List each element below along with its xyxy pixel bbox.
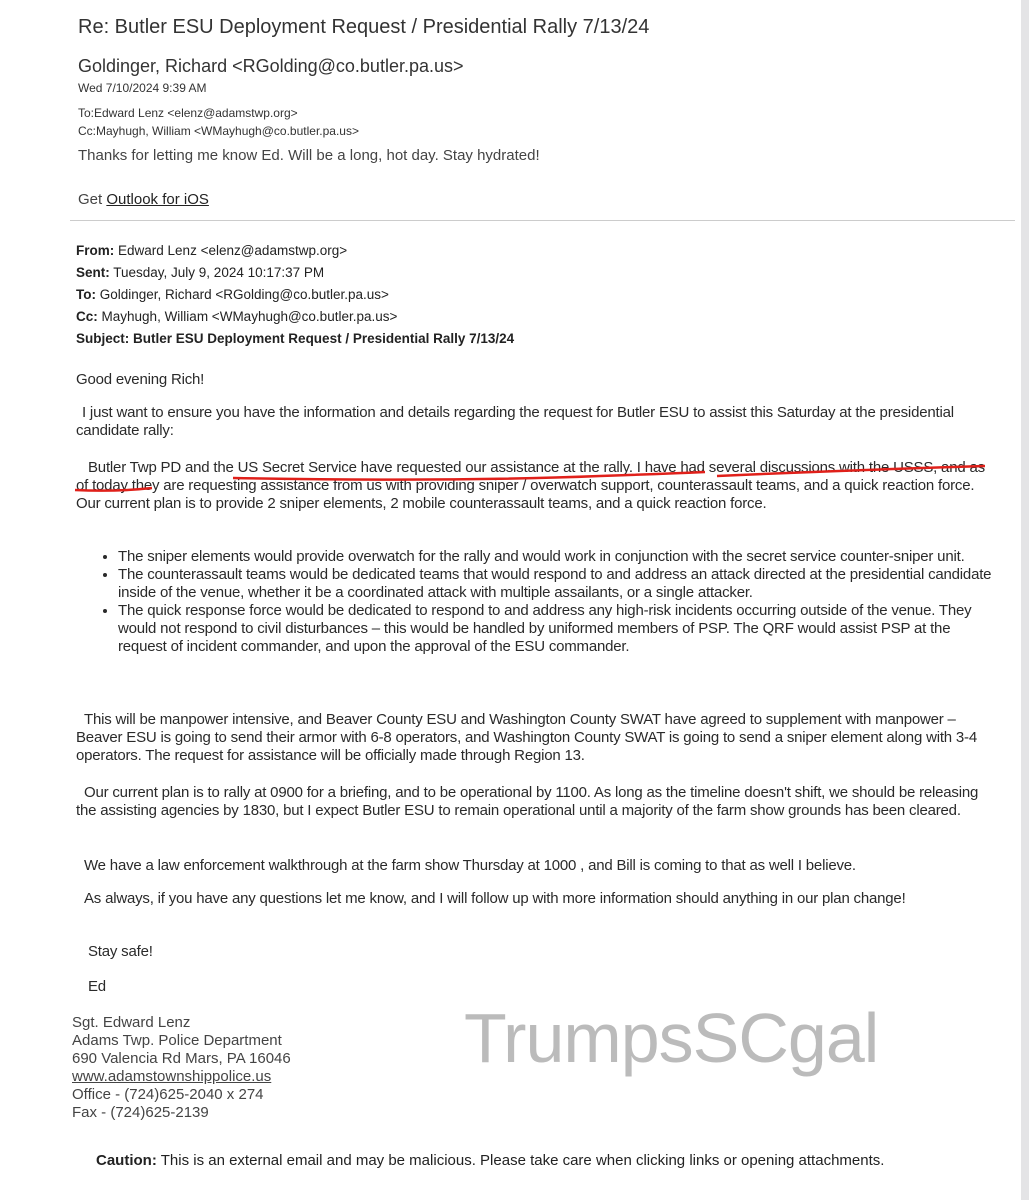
paragraph-1: I just want to ensure you have the information and details regarding the request for Butler ESU to assist this Saturday at the presidential candidate rally: <box>76 404 954 439</box>
sig-fax: Fax - (724)625-2139 <box>72 1104 209 1121</box>
sig-name: Sgt. Edward Lenz <box>72 1014 191 1031</box>
sig-office: Office - (724)625-2040 x 274 <box>72 1086 264 1103</box>
to-value: Goldinger, Richard <RGolding@co.butler.pa.us> <box>99 287 389 302</box>
from-label: From: <box>76 243 115 258</box>
greeting: Good evening Rich! <box>76 371 205 388</box>
get-prefix: Get <box>78 191 103 208</box>
caution-label: Caution: <box>96 1152 157 1169</box>
sig-address: 690 Valencia Rd Mars, PA 16046 <box>72 1050 291 1067</box>
paragraph-4: Our current plan is to rally at 0900 for a briefing, and to be operational by 1100. As long as the timeline doesn't shift, we should be releasing the assisting agencies by 1830, but I expect Butler ESU to remain operational until a majority of the farm show grounds has been cleared. <box>76 784 979 819</box>
bullet-item: • The counterassault teams would be dedicated teams that would respond to and address an attack directed at the presidential candidate inside of the venue, whether it be a coordinated attack with multiple assailants, or a single attacker. <box>118 566 998 602</box>
paragraph-3: This will be manpower intensive, and Beaver County ESU and Washington County SWAT have agreed to supplement with manpower – Beaver ESU is going to send their armor with 6-8 operators, and Washington County SWAT is going to send a sniper element along with 3-4 operators. The request for assistance will be officially made through Region 13. <box>76 711 977 764</box>
signoff: Ed <box>88 978 106 995</box>
cc-label: Cc: <box>76 309 98 324</box>
paragraph-2: Butler Twp PD and the US Secret Service have requested our assistance at the rally. I have had several discussions with the USSS, and as of today they are requesting assistance from us with providing sniper / overwatch support, counterassault teams, and a quick reaction force. Our current plan is to provide 2 sniper elements, 2 mobile counterassault teams, and a quick reaction force. <box>76 459 985 512</box>
signature-block <box>72 1014 291 1122</box>
watermark: TrumpsSCgal <box>464 999 879 1077</box>
closing: Stay safe! <box>88 943 153 960</box>
to-line: To:Edward Lenz <elenz@adamstwp.org> <box>78 106 298 120</box>
outlook-link[interactable]: Outlook for iOS <box>106 191 209 208</box>
subject-value: Butler ESU Deployment Request / Presidential Rally 7/13/24 <box>133 331 515 346</box>
paragraph-6: As always, if you have any questions let me know, and I will follow up with more information should anything in our plan change! <box>84 890 906 907</box>
sig-website-link[interactable]: www.adamstownshippolice.us <box>72 1068 272 1085</box>
paragraph-5: We have a law enforcement walkthrough at the farm show Thursday at 1000 , and Bill is coming to that as well I believe. <box>84 857 856 874</box>
caution-text: This is an external email and may be malicious. Please take care when clicking links or opening attachments. <box>160 1152 885 1169</box>
sent-date: Wed 7/10/2024 9:39 AM <box>78 81 207 95</box>
to-label: To: <box>76 287 96 302</box>
sent-value: Tuesday, July 9, 2024 10:17:37 PM <box>113 265 325 280</box>
page-edge <box>1021 0 1029 1200</box>
caution-banner <box>96 1152 884 1169</box>
reply-message: Thanks for letting me know Ed. Will be a long, hot day. Stay hydrated! <box>78 147 540 164</box>
bullet-item: • The sniper elements would provide overwatch for the rally and would work in conjunction with the secret service counter-sniper unit. <box>118 548 998 566</box>
sig-dept: Adams Twp. Police Department <box>72 1032 282 1049</box>
sender: Goldinger, Richard <RGolding@co.butler.pa.us> <box>78 56 464 76</box>
email-subject: Re: Butler ESU Deployment Request / Presidential Rally 7/13/24 <box>78 16 650 38</box>
cc-line: Cc:Mayhugh, William <WMayhugh@co.butler.pa.us> <box>78 124 359 138</box>
original-header <box>76 240 514 350</box>
cc-value: Mayhugh, William <WMayhugh@co.butler.pa.us> <box>101 309 398 324</box>
subject-label: Subject: <box>76 331 130 346</box>
bullet-list <box>98 548 998 656</box>
bullet-item: • The quick response force would be dedicated to respond to and address any high-risk incidents occurring outside of the venue. They would not respond to civil disturbances – this would be handled by uniformed members of PSP. The QRF would assist PSP at the request of incident commander, and upon the approval of the ESU commander. <box>118 602 998 656</box>
signature-line <box>78 191 209 208</box>
from-value: Edward Lenz <elenz@adamstwp.org> <box>118 243 348 258</box>
divider <box>70 220 1015 221</box>
sent-label: Sent: <box>76 265 110 280</box>
